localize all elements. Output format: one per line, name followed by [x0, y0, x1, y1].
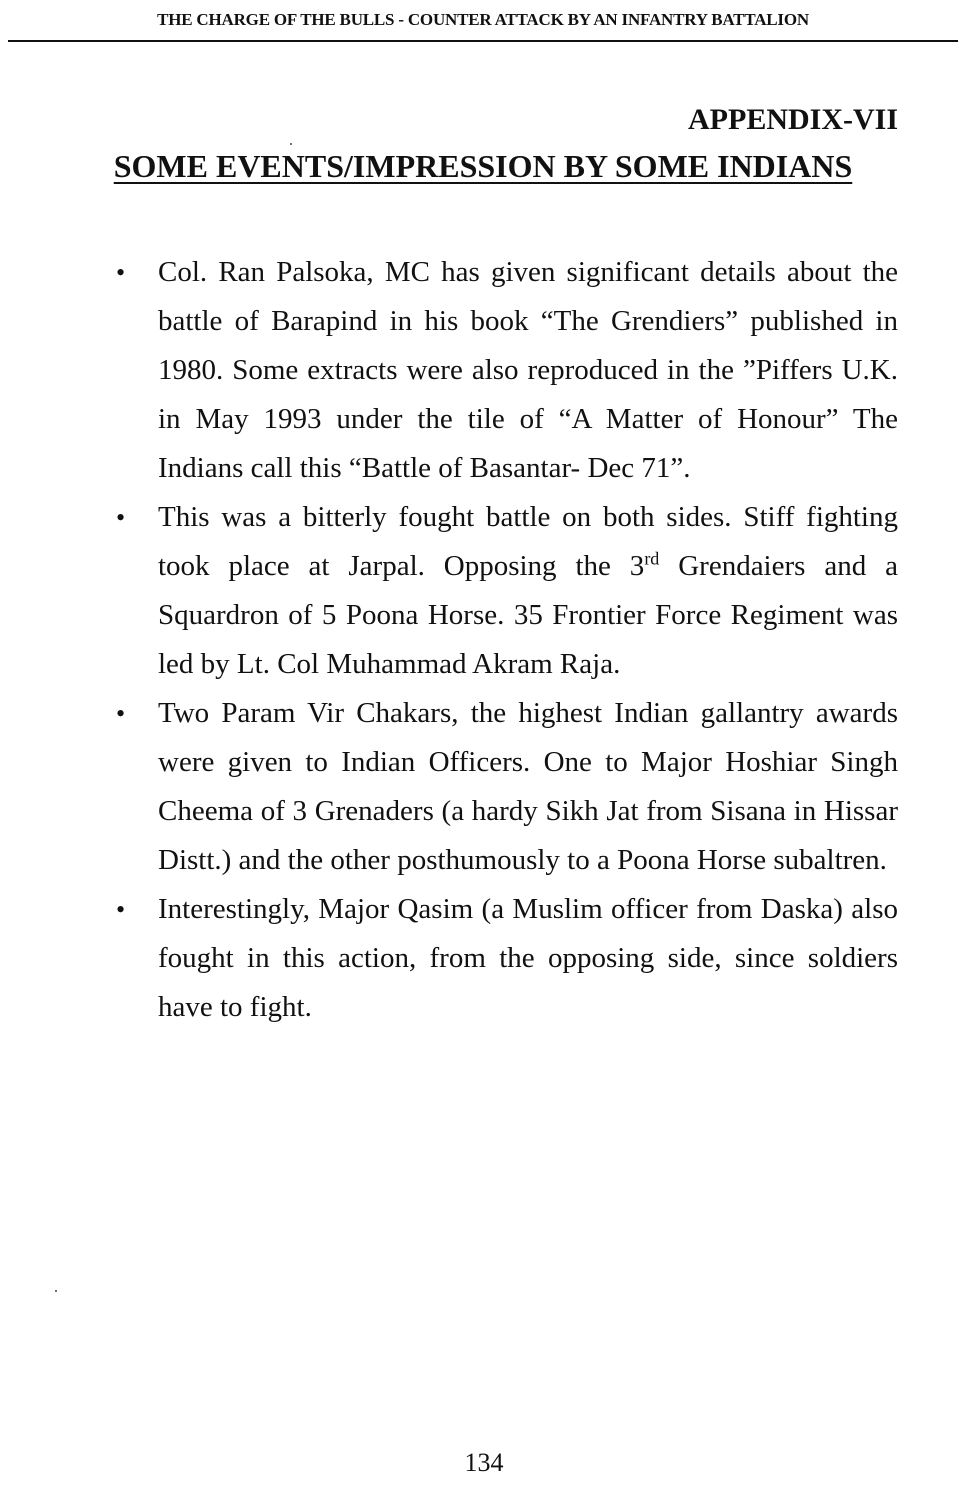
- bullet-icon: •: [116, 895, 126, 924]
- scan-speck: [55, 1290, 57, 1292]
- bullet-icon: •: [116, 503, 126, 532]
- bullet-text: This was a bitterly fought battle on both sides. Stiff fighting took place at Jarpal. Opposing the 3: [158, 501, 898, 582]
- bullet-item: [116, 493, 898, 689]
- running-header: THE CHARGE OF THE BULLS - COUNTER ATTACK BY AN INFANTRY BATTALION: [157, 10, 809, 29]
- bullet-text: Col. Ran Palsoka, MC has given significant details about the battle of Barapind in his book “The Grendiers” published in 1980. Some extracts were also reproduced in the ”Piffers U.K. in May 1993 under the tile of “A Matter of Honour” The Indians call this “Battle of Basantar- Dec 71”.: [158, 256, 898, 484]
- bullet-text: Two Param Vir Chakars, the highest Indian gallantry awards were given to Indian Officers. One to Major Hoshiar Singh Cheema of 3 Grenaders (a hardy Sikh Jat from Sisana in Hissar Distt.) and the other posthumously to a Poona Horse subaltren.: [158, 697, 898, 876]
- bullet-list: [116, 248, 898, 1032]
- ordinal-superscript: rd: [644, 548, 660, 569]
- bullet-item: [116, 248, 898, 493]
- bullet-icon: •: [116, 258, 126, 287]
- bullet-item: [116, 885, 898, 1032]
- appendix-label: APPENDIX-VII: [688, 103, 898, 136]
- bullet-item: [116, 689, 898, 885]
- page-number: 134: [464, 1448, 504, 1477]
- scan-speck: [290, 143, 292, 145]
- header-rule: [8, 40, 958, 42]
- bullet-icon: •: [116, 699, 126, 728]
- page-title: SOME EVENTS/IMPRESSION BY SOME INDIANS: [113, 148, 853, 184]
- bullet-text: Interestingly, Major Qasim (a Muslim officer from Daska) also fought in this action, from the opposing side, since soldiers have to fight.: [158, 893, 898, 1023]
- bullet-text-continued: Grendaiers and a Squardron of 5 Poona Horse. 35 Frontier Force Regiment was led by Lt. Col Muhammad Akram Raja.: [158, 550, 898, 680]
